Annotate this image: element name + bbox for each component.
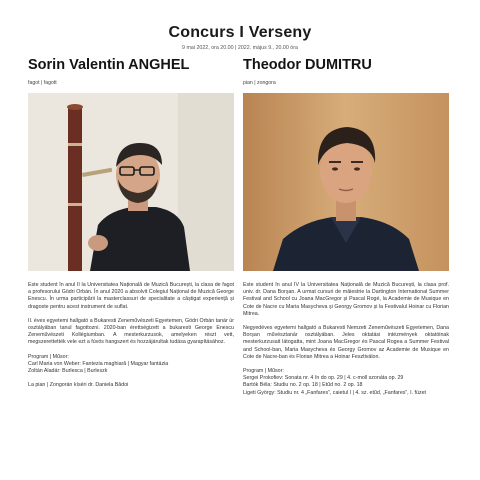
- bio-hungarian-right: Negyedéves egyetemi hallgató a Bukaresti Nemzeti Zeneművészeti Egyetemen, Dana Borșan művésztanár osztályában. Jeles oktatási intézmények oktatóinak mesterkurzusait látogatta, mint Joana MacGregor és Pascal Rogea a Summer Festival and School-ban, Maria Masycheva és Georgy Gromov az Academie de Musique en Cote de Nacre-ban és Florian Mitrea a Hoinar Fesztiválon.: [243, 325, 449, 360]
- pianist-photo-illustration: [243, 93, 449, 271]
- program-left: [28, 354, 234, 376]
- program-heading-right: Program | Műsor:: [243, 368, 284, 375]
- program-item-left-2: Zoltán Aladár: Burlesca | Burleszk: [28, 368, 108, 375]
- performer-instrument-right: pian | zongora: [243, 80, 276, 86]
- program-heading-left: Program | Műsor:: [28, 353, 69, 360]
- performer-instrument-left: fagot | fagott: [28, 80, 57, 86]
- bassoonist-photo-illustration: [28, 93, 234, 271]
- program-item-left-1: Carl Maria von Weber: Fantezia maghiară | Magyar fantázia: [28, 360, 169, 367]
- performer-name-right: Theodor DUMITRU: [243, 57, 372, 73]
- program-right: [243, 368, 449, 397]
- performer-bio-right: [243, 282, 449, 404]
- bio-romanian-left: Este student în anul II la Universitatea Națională de Muzică București, la clasa de fagot a profesorului Gödri Orbán. În anul 2020 a absolvit Colegiul Național de Muzică George Enescu. În urma participării la masterclassuri de specialitate a câștigat experiență și dragoste pentru acest instrument de suflat.: [28, 282, 234, 310]
- program-item-right-2: Bartók Béla: Studiu no. 2 op. 18 | Etűd no. 2 op. 18: [243, 382, 363, 389]
- bio-hungarian-left: II. éves egyetemi hallgató a Bukaresti Zeneművészeti Egyetemen, Gödri Orbán tanár úr osztályában tanul fagottozni. 2020-ban érettségizett a bukaresti George Enescu Zeneművészeti Kollégiumban. A mesterkurzusok, amelyeken részt vett, megszerettették vele ezt a fúvós hangszert és hozzájárultak tudása gyarapításához.: [28, 317, 234, 346]
- concert-dates: 9 mai 2022, ora 20.00 | 2022. május 9., 20.00 óra: [182, 45, 298, 51]
- performer-photo-left: [28, 93, 234, 271]
- performer-name-left: Sorin Valentin ANGHEL: [28, 57, 190, 73]
- bio-romanian-right: Este student în anul IV la Universitatea Națională de Muzică București, la clasa prof. univ. dr. Dana Borșan. A urmat cursuri de măiestrie la Dartington International Summer Festival and School cu Joana MacGregor și Pascal Rogé, la Academie de Musique en Cote de Nacre cu Maria Masycheva și Georgy Gromov și la Festivalul Hoinar cu Florian Mitrea.: [243, 282, 449, 317]
- performer-left-header: [28, 56, 234, 86]
- performer-photo-right: [243, 93, 449, 271]
- performer-right-header: [243, 56, 449, 86]
- program-item-right-1: Sergei Prokofiev: Sonata nr. 4 în do op. 29 | 4. c-moll szonáta op. 29: [243, 375, 404, 382]
- page-title: Concurs I Verseny: [168, 24, 312, 41]
- program-item-right-3: Ligeti György: Studiu nr. 4 „Fanfares”, caietul I | 4. sz. etűd, „Fanfares”, I. füzet: [243, 389, 427, 396]
- accompanist-left: La pian | Zongorán kíséri dr. Daniela Bădoi: [28, 382, 129, 389]
- performer-bio-left: [28, 282, 234, 396]
